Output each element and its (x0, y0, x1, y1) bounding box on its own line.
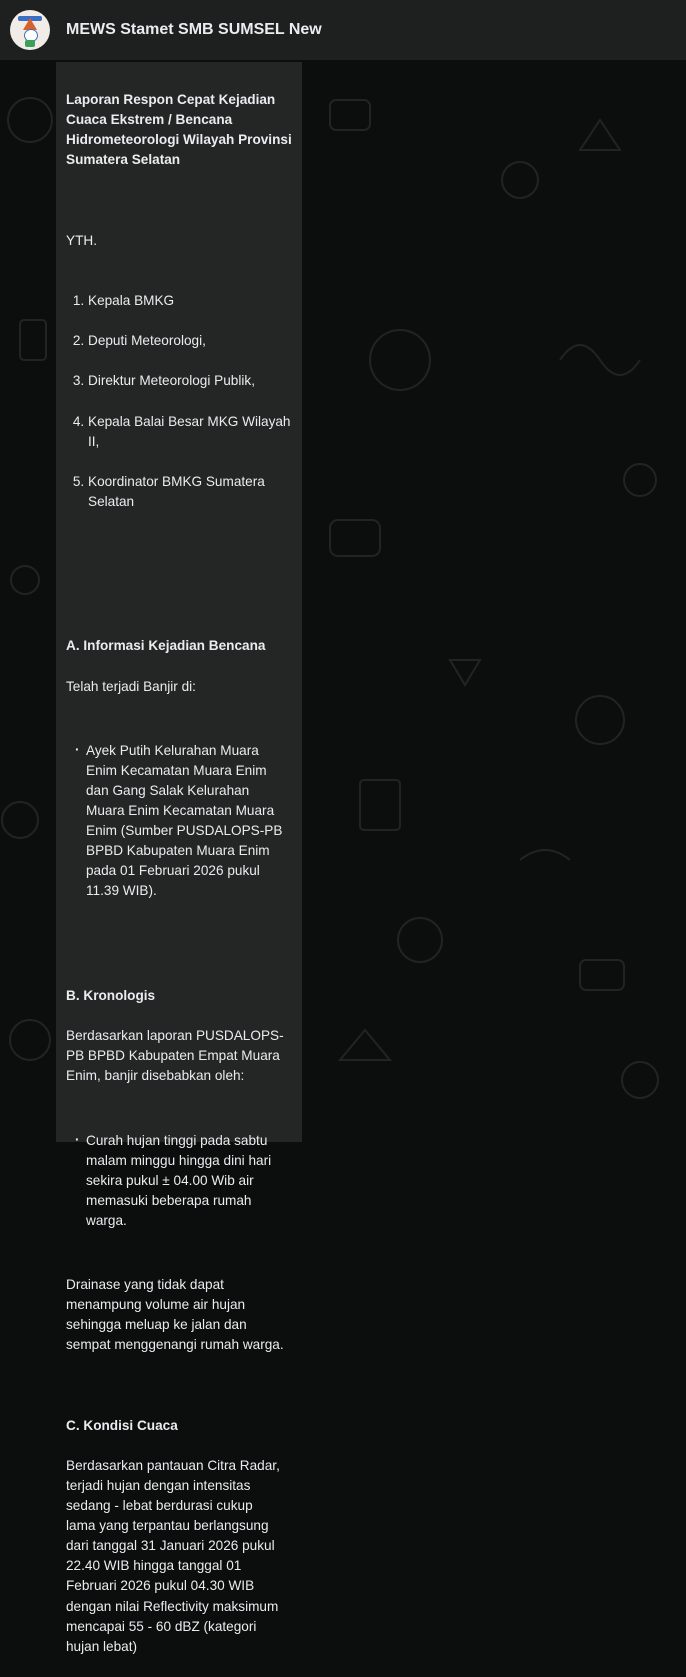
chat-header[interactable] (0, 0, 686, 60)
section-c-body: Berdasarkan pantauan Citra Radar, terjadi hujan dengan intensitas sedang - lebat berdurasi cukup lama yang terpantau berlangsung dari tanggal 31 Januari 2026 pukul 22.40 WIB hingga tanggal 01 Februari 2026 pukul 04.30 WIB dengan nilai Reflectivity maksimum mencapai 55 - 60 dBZ (kategori hujan lebat) (66, 1457, 280, 1654)
section-b-intro: Berdasarkan laporan PUSDALOPS- PB BPBD Kabupaten Empat Muara Enim, banjir disebabkan oleh: (66, 1028, 284, 1084)
logo-body (25, 40, 35, 47)
yth-label: YTH. (66, 232, 97, 248)
list-item: · Ayek Putih Kelurahan Muara Enim Kecamatan Muara Enim dan Gang Salak Kelurahan Muara Enim Kecamatan Muara Enim (Sumber PUSDALOPS-PB BPBD Kabupaten Muara Enim pada 01 Februari 2026 pukul 11.39 WIB). (86, 741, 296, 902)
section-b-heading: B. Kronologis (66, 987, 156, 1003)
spacer (66, 1376, 296, 1396)
message-bubble[interactable] (56, 62, 302, 1654)
list-item: 2. Deputi Meteorologi, (88, 331, 296, 351)
spacer (66, 946, 296, 966)
list-item: 5. Koordinator BMKG Sumatera Selatan (88, 472, 296, 512)
list-item: · Curah hujan tinggi pada sabtu malam minggu hingga dini hari sekira pukul ± 04.00 Wib air memasuki beberapa rumah warga. (86, 1131, 296, 1231)
section-b-bullets (66, 1110, 296, 1251)
chat-title[interactable]: MEWS Stamet SMB SUMSEL New (66, 21, 322, 38)
recipient-list (66, 271, 296, 532)
section-c-heading: C. Kondisi Cuaca (66, 1417, 178, 1433)
list-item: 1. Kepala BMKG (88, 291, 296, 311)
list-item: 4. Kepala Balai Besar MKG Wilayah II, (88, 412, 296, 452)
message-title: Laporan Respon Cepat Kejadian Cuaca Ekstrem / Bencana Hidrometeorologi Wilayah Provinsi Sumatera Selatan (66, 92, 292, 168)
section-a-heading: A. Informasi Kejadian Bencana (66, 638, 266, 654)
spacer (66, 592, 296, 616)
list-item: 3. Direktur Meteorologi Publik, (88, 371, 296, 391)
spacer (66, 552, 296, 572)
spacer (66, 191, 296, 211)
section-b-outro: Drainase yang tidak dapat menampung volume air hujan sehingga meluap ke jalan dan sempat menggenangi rumah warga. (66, 1277, 284, 1353)
avatar[interactable] (10, 10, 50, 50)
section-a-bullets (66, 721, 296, 922)
section-a-intro: Telah terjadi Banjir di: (66, 678, 196, 694)
